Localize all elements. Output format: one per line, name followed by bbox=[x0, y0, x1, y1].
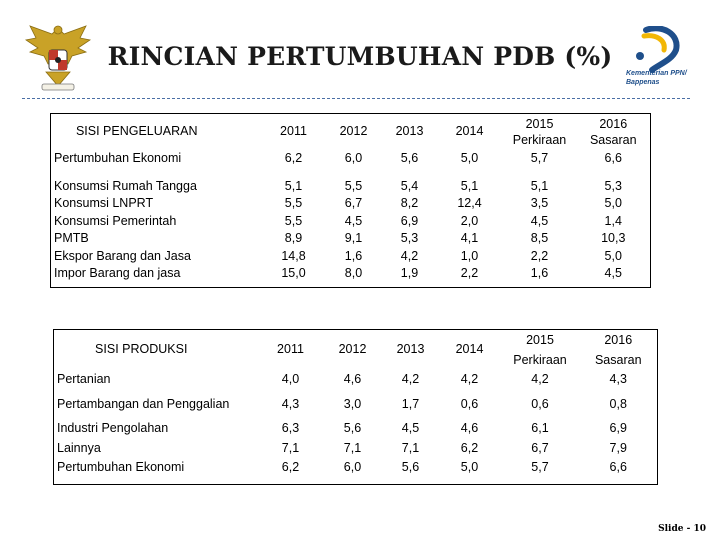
value-cell: 6,2 bbox=[460, 440, 479, 455]
value-cell: 1,6 bbox=[344, 248, 363, 263]
value-cell: 5,1 bbox=[460, 178, 479, 193]
value-cell: 4,6 bbox=[460, 421, 479, 435]
value-cell: 4,1 bbox=[460, 231, 479, 245]
page-title: RINCIAN PERTUMBUHAN PDB (%) bbox=[107, 42, 613, 71]
table-row bbox=[54, 458, 658, 478]
value-cell: 7,1 bbox=[281, 440, 300, 455]
year-cell: 2011 bbox=[277, 342, 304, 357]
value-cell: 2,2 bbox=[460, 266, 479, 280]
bappenas-logo-text bbox=[626, 69, 687, 87]
year-cell: 2013 bbox=[395, 124, 424, 139]
table-row bbox=[51, 195, 651, 213]
value-cell: 5,5 bbox=[344, 178, 363, 193]
value-cell: 2,2 bbox=[530, 248, 549, 263]
value-cell: 5,5 bbox=[284, 213, 303, 228]
value-cell: 0,8 bbox=[609, 396, 627, 411]
value-cell: 8,0 bbox=[344, 266, 363, 280]
row-label: PMTB bbox=[54, 231, 89, 245]
value-cell: 4,5 bbox=[530, 213, 549, 228]
value-cell: 2,0 bbox=[460, 213, 479, 228]
year-label: 2016 bbox=[604, 333, 633, 347]
value-cell: 5,0 bbox=[604, 248, 622, 263]
year-sub-label: Perkiraan bbox=[513, 353, 567, 367]
value-cell: 4,2 bbox=[400, 248, 419, 263]
value-cell: 10,3 bbox=[601, 231, 626, 245]
value-cell: 0,6 bbox=[531, 396, 549, 411]
production-header-label: SISI PRODUKSI bbox=[95, 342, 188, 357]
year-label: 2015 bbox=[526, 333, 554, 347]
value-cell: 1,0 bbox=[460, 248, 479, 263]
value-cell: 4,5 bbox=[604, 266, 622, 280]
value-cell: 6,1 bbox=[531, 421, 549, 435]
value-cell: 4,6 bbox=[343, 372, 362, 386]
value-cell: 4,3 bbox=[609, 372, 627, 386]
table-row bbox=[51, 265, 651, 283]
value-cell: 6,3 bbox=[281, 421, 300, 435]
value-cell: 4,2 bbox=[531, 372, 549, 386]
value-cell: 1,4 bbox=[604, 213, 622, 228]
value-cell: 5,6 bbox=[401, 460, 420, 474]
slide-number: Slide - 10 bbox=[658, 524, 706, 534]
production-header-row bbox=[54, 330, 658, 371]
year-sub-label: Perkiraan bbox=[512, 133, 567, 147]
logo-line-1: Kementerian PPN/ bbox=[626, 70, 687, 77]
year-cell-2016 bbox=[577, 114, 651, 151]
value-cell: 4,0 bbox=[281, 372, 300, 386]
row-label: Industri Pengolahan bbox=[57, 421, 169, 435]
year-cell-2016 bbox=[580, 330, 658, 371]
value-cell: 5,0 bbox=[460, 460, 479, 474]
row-label: Pertanian bbox=[57, 372, 111, 386]
value-cell: 15,0 bbox=[281, 266, 306, 280]
value-cell: 4,2 bbox=[460, 372, 479, 386]
value-cell: 4,3 bbox=[281, 396, 300, 411]
table-row bbox=[51, 230, 651, 248]
value-cell: 5,6 bbox=[343, 421, 362, 435]
value-cell: 5,1 bbox=[530, 178, 549, 193]
expenditure-header-label: SISI PENGELUARAN bbox=[75, 124, 198, 139]
value-cell: 4,2 bbox=[401, 372, 420, 386]
value-cell: 5,3 bbox=[604, 178, 622, 193]
value-cell: 5,3 bbox=[400, 231, 419, 245]
production-table bbox=[53, 329, 658, 485]
value-cell: 5,0 bbox=[604, 196, 622, 210]
value-cell: 1,7 bbox=[401, 396, 420, 411]
row-label: Konsumsi Rumah Tangga bbox=[54, 178, 197, 193]
year-cell: 2011 bbox=[280, 124, 307, 139]
value-cell: 6,6 bbox=[609, 460, 627, 474]
spacer-row bbox=[51, 168, 651, 178]
row-label: Ekspor Barang dan Jasa bbox=[54, 248, 191, 263]
row-label: Pertumbuhan Ekonomi bbox=[57, 460, 185, 474]
value-cell: 5,6 bbox=[400, 151, 419, 165]
value-cell: 5,5 bbox=[284, 196, 303, 210]
year-sub-label: Sasaran bbox=[589, 133, 637, 147]
value-cell: 6,9 bbox=[609, 421, 627, 435]
table-row bbox=[54, 419, 658, 439]
table-row bbox=[54, 439, 658, 459]
value-cell: 14,8 bbox=[281, 248, 306, 263]
table-row bbox=[54, 370, 658, 390]
value-cell: 6,2 bbox=[281, 460, 300, 474]
value-cell: 1,6 bbox=[530, 266, 549, 280]
value-cell: 6,0 bbox=[344, 151, 363, 165]
year-cell: 2012 bbox=[338, 342, 367, 357]
year-sub-label: Sasaran bbox=[594, 353, 642, 367]
value-cell: 3,5 bbox=[530, 196, 549, 210]
value-cell: 5,0 bbox=[460, 151, 479, 165]
value-cell: 0,6 bbox=[460, 396, 479, 411]
year-cell-2015 bbox=[503, 114, 577, 151]
year-label: 2016 bbox=[599, 117, 628, 131]
year-cell-2015 bbox=[501, 330, 580, 371]
value-cell: 8,5 bbox=[530, 231, 549, 245]
value-cell: 1,9 bbox=[400, 266, 419, 280]
value-cell: 6,7 bbox=[531, 440, 549, 455]
table-row bbox=[51, 213, 651, 231]
table-row bbox=[54, 395, 658, 415]
header-divider bbox=[22, 98, 690, 99]
value-cell: 9,1 bbox=[344, 231, 363, 245]
value-cell: 5,7 bbox=[531, 460, 549, 474]
row-label: Pertambangan dan Penggalian bbox=[57, 396, 230, 411]
expenditure-header-row bbox=[51, 114, 651, 151]
table-row bbox=[51, 248, 651, 266]
expenditure-table bbox=[50, 113, 651, 288]
value-cell: 6,2 bbox=[284, 151, 303, 165]
row-label: Impor Barang dan jasa bbox=[54, 266, 181, 280]
year-cell: 2013 bbox=[396, 342, 425, 357]
value-cell: 6,6 bbox=[604, 151, 622, 165]
row-label: Pertumbuhan Ekonomi bbox=[54, 151, 182, 165]
value-cell: 7,1 bbox=[343, 440, 362, 455]
value-cell: 6,7 bbox=[344, 196, 363, 210]
value-cell: 5,4 bbox=[400, 178, 419, 193]
year-cell: 2014 bbox=[455, 342, 484, 357]
value-cell: 5,1 bbox=[284, 178, 303, 193]
value-cell: 5,7 bbox=[530, 151, 549, 165]
value-cell: 6,0 bbox=[343, 460, 362, 474]
value-cell: 7,9 bbox=[609, 440, 627, 455]
spacer-row bbox=[51, 283, 651, 288]
expenditure-rows bbox=[51, 178, 651, 288]
value-cell: 7,1 bbox=[401, 440, 420, 455]
year-cell: 2014 bbox=[455, 124, 484, 139]
value-cell: 8,9 bbox=[284, 231, 303, 245]
spacer-row bbox=[54, 478, 658, 485]
year-cell: 2012 bbox=[339, 124, 368, 139]
value-cell: 6,9 bbox=[400, 213, 419, 228]
row-label: Konsumsi Pemerintah bbox=[54, 213, 177, 228]
table-row bbox=[51, 178, 651, 196]
value-cell: 4,5 bbox=[401, 421, 420, 435]
row-label: Lainnya bbox=[57, 440, 101, 455]
row-label: Konsumsi LNPRT bbox=[54, 196, 154, 210]
logo-line-2: Bappenas bbox=[626, 79, 660, 86]
value-cell: 3,0 bbox=[343, 396, 362, 411]
growth-row bbox=[51, 150, 651, 168]
year-label: 2015 bbox=[525, 117, 554, 131]
value-cell: 4,5 bbox=[344, 213, 363, 228]
value-cell: 8,2 bbox=[400, 196, 419, 210]
value-cell: 12,4 bbox=[457, 196, 482, 210]
